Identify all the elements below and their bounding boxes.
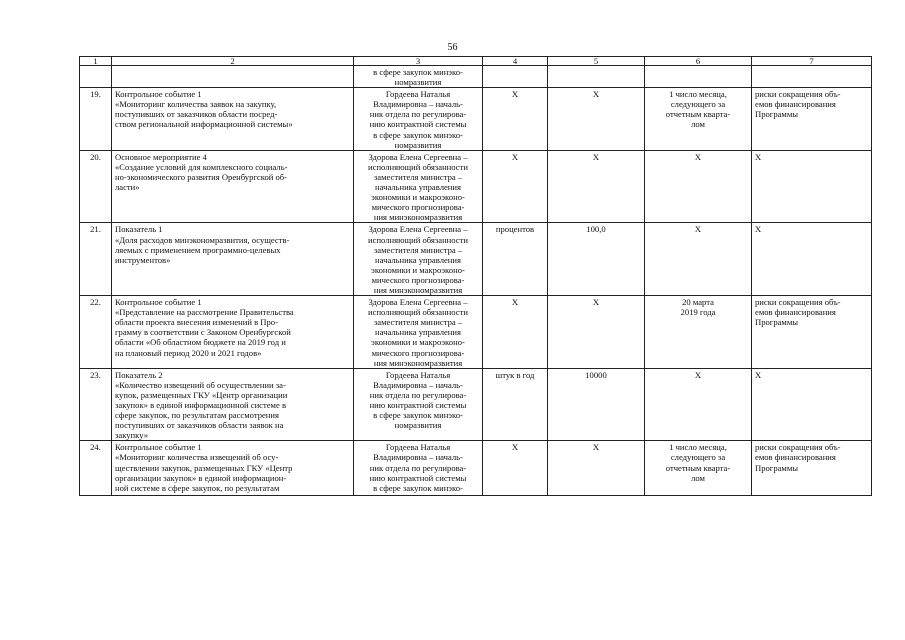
table-row <box>80 368 872 441</box>
deadline-cell-line: 1 число месяца, <box>669 89 727 100</box>
responsible-person-line: Владимировна – началь- <box>373 99 463 110</box>
responsible-person-line: ния минэкономразвития <box>373 357 463 368</box>
event-description-line: «Доля расходов минэкономразвития, осуществ- <box>115 234 290 245</box>
event-description-line: «Количество извещений об осуществлении за- <box>115 379 286 390</box>
unit-cell: процентов <box>483 223 548 296</box>
responsible-person-line: нию контрактной системы <box>369 400 467 410</box>
event-description-line: ласти» <box>115 182 140 193</box>
table-row <box>80 150 872 223</box>
event-description <box>112 223 354 296</box>
event-description-line: «Создание условий для комплексного социаль- <box>115 161 288 172</box>
column-header-2: 2 <box>112 57 354 66</box>
risk-cell-line: емов финансирования <box>755 99 836 110</box>
risk-cell <box>752 441 872 496</box>
column-header-6: 6 <box>645 57 752 66</box>
responsible-person <box>354 368 483 441</box>
unit-cell: Х <box>483 88 548 151</box>
responsible-person-line: Гордеева Наталья <box>385 442 451 453</box>
risk-cell-line: Х <box>755 151 762 162</box>
responsible-person-line: заместителя министра – <box>373 244 463 255</box>
responsible-person <box>354 150 483 223</box>
event-description-line: купок, размещенных ГКУ «Центр организации <box>115 389 288 400</box>
event-description-line: поступивших от заказчиков области заявок на <box>115 420 284 431</box>
responsible-person-line: нию контрактной системы <box>369 472 467 483</box>
event-description-line: Показатель 2 <box>115 369 163 380</box>
risk-cell-line: Программы <box>755 109 799 120</box>
unit-cell: Х <box>483 296 548 369</box>
column-header-4: 4 <box>483 57 548 66</box>
event-description-line: закупку» <box>115 430 149 441</box>
event-description-line: Контрольное событие 1 <box>115 442 202 453</box>
responsible-person-line: Здорова Елена Сергеевна – <box>368 297 468 308</box>
event-description-line: Показатель 1 <box>115 224 163 235</box>
event-description-line: «Мониторинг количества заявок на закупку, <box>115 99 277 110</box>
event-description-line: Контрольное событие 1 <box>115 297 202 308</box>
responsible-person-line: экономики и макроэконо- <box>371 337 465 348</box>
unit-cell <box>483 66 548 88</box>
table-row <box>80 441 872 496</box>
event-description-line: организации закупок» в единой информацион- <box>115 472 287 483</box>
responsible-person-line: номразвития <box>394 139 442 150</box>
risk-cell-line: Х <box>755 224 762 235</box>
responsible-person-line: Владимировна – началь- <box>373 452 463 463</box>
risk-cell-line: Программы <box>755 462 799 473</box>
table-row <box>80 66 872 88</box>
header-row <box>80 57 872 66</box>
page-number: 56 <box>447 42 458 53</box>
row-number: 23. <box>80 368 112 441</box>
responsible-person-line: ник отдела по регулирова- <box>369 109 467 120</box>
deadline-cell <box>645 88 752 151</box>
event-description <box>112 441 354 496</box>
deadline-cell <box>645 150 752 223</box>
event-description-line: области «Об областном бюджете на 2019 год и <box>115 337 286 348</box>
event-description-line: Основное мероприятие 4 <box>115 151 207 162</box>
responsible-person-line: Здорова Елена Сергеевна – <box>368 224 468 235</box>
risk-cell-line: Программы <box>755 317 799 328</box>
responsible-person-line: ник отдела по регулирова- <box>369 389 467 400</box>
deadline-cell-line: 1 число месяца, <box>669 442 727 453</box>
responsible-person <box>354 88 483 151</box>
deadline-cell-line: лом <box>691 472 705 483</box>
risk-cell-line: емов финансирования <box>755 307 836 318</box>
unit-cell: Х <box>483 150 548 223</box>
responsible-person-line: ния минэкономразвития <box>373 212 463 223</box>
event-description-line: Контрольное событие 1 <box>115 89 202 100</box>
deadline-cell-line: Х <box>694 224 702 235</box>
event-description-line: на плановый период 2020 и 2021 годов» <box>115 347 262 358</box>
event-description-line: поступивших от заказчиков области посред- <box>115 109 278 120</box>
risk-cell-line: емов финансирования <box>755 452 836 463</box>
responsible-person-line: в сфере закупок минэко- <box>373 129 463 140</box>
responsible-person-line: мического прогнозирова- <box>371 347 465 358</box>
table-row <box>80 88 872 151</box>
responsible-person-line: в сфере закупок минэко- <box>373 67 463 77</box>
event-description-line: ляемых с применением программно-целевых <box>115 244 281 255</box>
deadline-cell-line: следующего за <box>670 99 726 110</box>
deadline-cell-line: отчетным кварта- <box>665 109 731 120</box>
responsible-person-line: начальника управления <box>375 327 461 338</box>
value-cell: Х <box>548 150 645 223</box>
value-cell: Х <box>548 441 645 496</box>
row-number: 20. <box>80 150 112 223</box>
risk-cell <box>752 66 872 88</box>
responsible-person-line: начальника управления <box>375 182 461 193</box>
event-description <box>112 150 354 223</box>
deadline-cell-line: следующего за <box>670 452 726 463</box>
deadline-cell-line: отчетным кварта- <box>665 462 731 473</box>
deadline-cell <box>645 441 752 496</box>
responsible-person-line: в сфере закупок минэко- <box>373 482 463 493</box>
responsible-person-line: Здорова Елена Сергеевна – <box>368 151 468 162</box>
responsible-person-line: исполняющий обязанности <box>368 307 468 318</box>
value-cell <box>548 66 645 88</box>
responsible-person-line: мического прогнозирова- <box>371 274 465 285</box>
event-description <box>112 368 354 441</box>
column-header-7: 7 <box>752 57 872 66</box>
risk-cell <box>752 223 872 296</box>
row-number: 24. <box>80 441 112 496</box>
column-header-1: 1 <box>80 57 112 66</box>
risk-cell-line: риски сокращения объ- <box>755 442 841 453</box>
risk-cell-line: риски сокращения объ- <box>755 297 841 308</box>
event-description-line: но-экономического развития Оренбургской об- <box>115 171 288 182</box>
row-number <box>80 66 112 88</box>
event-description-line: «Мониторинг количества извещений об осу- <box>115 452 279 463</box>
event-description-line: грамму в соответствии с Законом Оренбургской <box>115 327 291 338</box>
responsible-person <box>354 296 483 369</box>
event-description-line: ной системе в сфере закупок, по результатам <box>115 482 280 493</box>
deadline-cell <box>645 368 752 441</box>
event-description-line: области проекта внесения изменений в Про- <box>115 317 278 328</box>
event-description <box>112 88 354 151</box>
responsible-person-line: в сфере закупок минэко- <box>373 410 463 421</box>
responsible-person-line: исполняющий обязанности <box>368 234 468 245</box>
event-description-line: инструментов» <box>115 254 171 265</box>
value-cell: Х <box>548 296 645 369</box>
event-description-line: ществлении закупок, размещенных ГКУ «Центр <box>115 462 293 473</box>
responsible-person-line: экономики и макроэконо- <box>371 192 465 203</box>
responsible-person-line: ния минэкономразвития <box>373 284 463 295</box>
table-row <box>80 296 872 369</box>
column-header-3: 3 <box>354 57 483 66</box>
deadline-cell-line: 2019 года <box>680 307 716 318</box>
value-cell: 100,0 <box>548 223 645 296</box>
responsible-person-line: заместителя министра – <box>373 171 463 182</box>
row-number: 21. <box>80 223 112 296</box>
deadline-cell <box>645 296 752 369</box>
responsible-person <box>354 441 483 496</box>
risk-cell <box>752 368 872 441</box>
risk-cell <box>752 150 872 223</box>
responsible-person-line: номразвития <box>394 77 442 88</box>
event-description-line: закупок» в единой информационной системе в <box>115 400 287 410</box>
row-number: 19. <box>80 88 112 151</box>
unit-cell: штук в год <box>483 368 548 441</box>
responsible-person <box>354 66 483 88</box>
responsible-person-line: ник отдела по регулирова- <box>369 462 467 473</box>
risk-cell <box>752 296 872 369</box>
responsible-person-line: исполняющий обязанности <box>368 161 468 172</box>
responsible-person-line: мического прогнозирова- <box>371 202 465 213</box>
event-description-line: «Представление на рассмотрение Правительства <box>115 307 294 318</box>
event-description <box>112 66 354 88</box>
responsible-person-line: Владимировна – началь- <box>373 379 463 390</box>
column-header-5: 5 <box>548 57 645 66</box>
deadline-cell-line: 20 марта <box>682 297 714 308</box>
event-description-line: ством региональной информационной системы» <box>115 119 293 130</box>
risk-cell-line: риски сокращения объ- <box>755 89 841 100</box>
plan-table <box>79 56 872 496</box>
responsible-person-line: нию контрактной системы <box>369 119 467 130</box>
responsible-person-line: заместителя министра – <box>373 317 463 328</box>
deadline-cell <box>645 66 752 88</box>
risk-cell-line: Х <box>755 369 762 380</box>
responsible-person-line: Гордеева Наталья <box>385 369 451 380</box>
responsible-person-line: начальника управления <box>375 254 461 265</box>
unit-cell: Х <box>483 441 548 496</box>
risk-cell <box>752 88 872 151</box>
value-cell: Х <box>548 88 645 151</box>
responsible-person-line: номразвития <box>394 420 442 431</box>
table-row <box>80 223 872 296</box>
responsible-person-line: экономики и макроэконо- <box>371 264 465 275</box>
deadline-cell-line: Х <box>694 151 702 162</box>
deadline-cell-line: Х <box>694 369 702 380</box>
deadline-cell <box>645 223 752 296</box>
event-description-line: сфере закупок, по результатам рассмотрения <box>115 410 279 421</box>
row-number: 22. <box>80 296 112 369</box>
deadline-cell-line: лом <box>691 119 705 130</box>
responsible-person <box>354 223 483 296</box>
event-description <box>112 296 354 369</box>
value-cell: 10000 <box>548 368 645 441</box>
responsible-person-line: Гордеева Наталья <box>385 89 451 100</box>
